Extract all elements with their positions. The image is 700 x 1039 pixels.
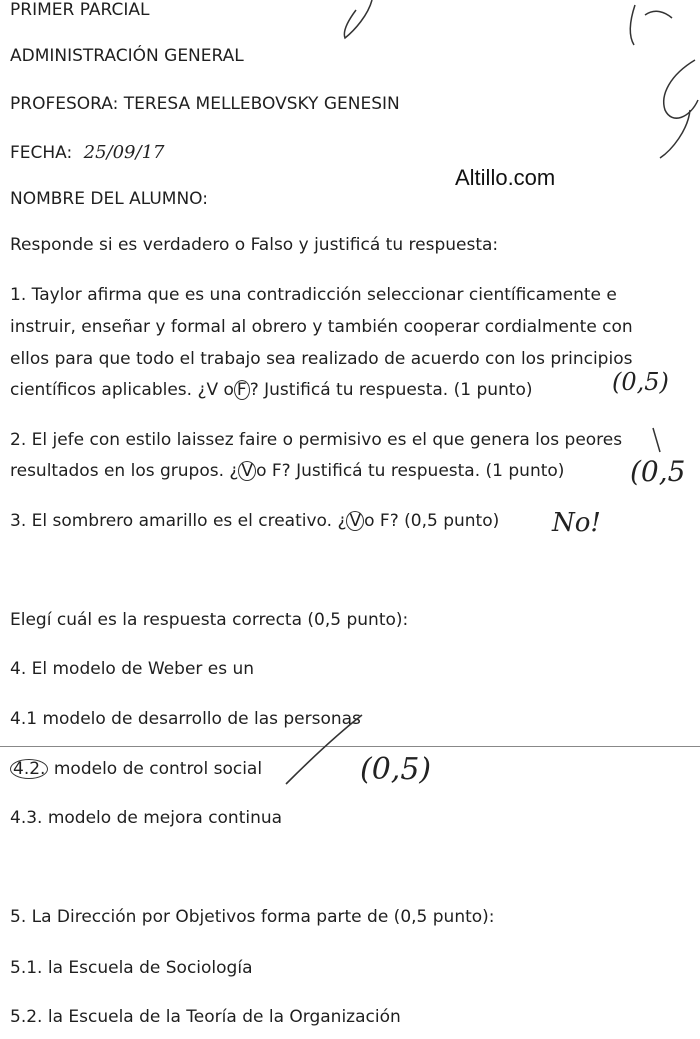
- section1-instruction: Responde si es verdadero o Falso y justificá tu respuesta:: [10, 235, 499, 255]
- q5-option-1: 5.1. la Escuela de Sociología: [10, 958, 253, 978]
- q4-option-2: [10, 757, 262, 781]
- signature-stroke-2: [630, 5, 635, 45]
- q1-circled-answer: F: [234, 380, 250, 400]
- q1-line-1: 1. Taylor afirma que es una contradicción seleccionar científicamente e: [10, 285, 617, 305]
- q4-stem: 4. El modelo de Weber es un: [10, 659, 255, 679]
- signature-stroke-5: [660, 110, 690, 158]
- q1-last-pre: científicos aplicables. ¿V o: [10, 380, 234, 400]
- q2-line2-post: o F? Justificá tu respuesta. (1 punto): [256, 461, 565, 481]
- date-label: FECHA:: [10, 143, 73, 163]
- teacher-name: PROFESORA: TERESA MELLEBOVSKY GENESIN: [10, 94, 400, 114]
- q1-line-4: [10, 378, 532, 402]
- section2-instruction: Elegí cuál es la respuesta correcta (0,5 punto):: [10, 610, 409, 630]
- q4-circled-option: 4.2.: [10, 759, 48, 779]
- q3-circled-answer: V: [346, 511, 364, 531]
- student-label: NOMBRE DEL ALUMNO:: [10, 189, 208, 209]
- q2-circled-answer: V: [238, 461, 256, 481]
- q2-line-2: [10, 459, 564, 483]
- q5-stem: 5. La Dirección por Objetivos forma parte de (0,5 punto):: [10, 907, 495, 927]
- exam-title: PRIMER PARCIAL: [10, 0, 150, 20]
- q4-grade: (0,5): [360, 752, 432, 787]
- q1-last-post: ? Justificá tu respuesta. (1 punto): [249, 380, 533, 400]
- q2-grade: (0,5: [630, 455, 686, 488]
- q3-remark: No!: [552, 508, 601, 538]
- q2-line2-pre: resultados en los grupos. ¿: [10, 461, 239, 481]
- date-row: [10, 141, 164, 165]
- q2-line-1: 2. El jefe con estilo laissez faire o permisivo es el que genera los peores: [10, 430, 623, 450]
- q4-option-2-text: modelo de control social: [53, 759, 263, 779]
- q4-option-3: 4.3. modelo de mejora continua: [10, 808, 283, 828]
- date-value: 25/09/17: [83, 142, 165, 163]
- subject-name: ADMINISTRACIÓN GENERAL: [10, 46, 244, 66]
- q1-line-2: instruir, enseñar y formal al obrero y también cooperar cordialmente con: [10, 317, 633, 337]
- scan-rule-line: [0, 746, 700, 747]
- q1-line-3: ellos para que todo el trabajo sea realizado de acuerdo con los principios: [10, 349, 633, 369]
- watermark: Altillo.com: [455, 165, 556, 190]
- q3-pre: 3. El sombrero amarillo es el creativo. ¿: [10, 511, 347, 531]
- q2-correction-slash: [653, 428, 660, 452]
- signature-stroke-1: [344, 0, 372, 38]
- signature-stroke-3: [645, 11, 672, 18]
- signature-stroke-4: [664, 60, 698, 118]
- q4-option-1: 4.1 modelo de desarrollo de las personas: [10, 709, 361, 729]
- q1-grade: (0,5): [612, 368, 669, 396]
- q3-line: [10, 509, 499, 533]
- q5-option-2: 5.2. la Escuela de la Teoría de la Organización: [10, 1007, 401, 1027]
- q3-post: o F? (0,5 punto): [364, 511, 500, 531]
